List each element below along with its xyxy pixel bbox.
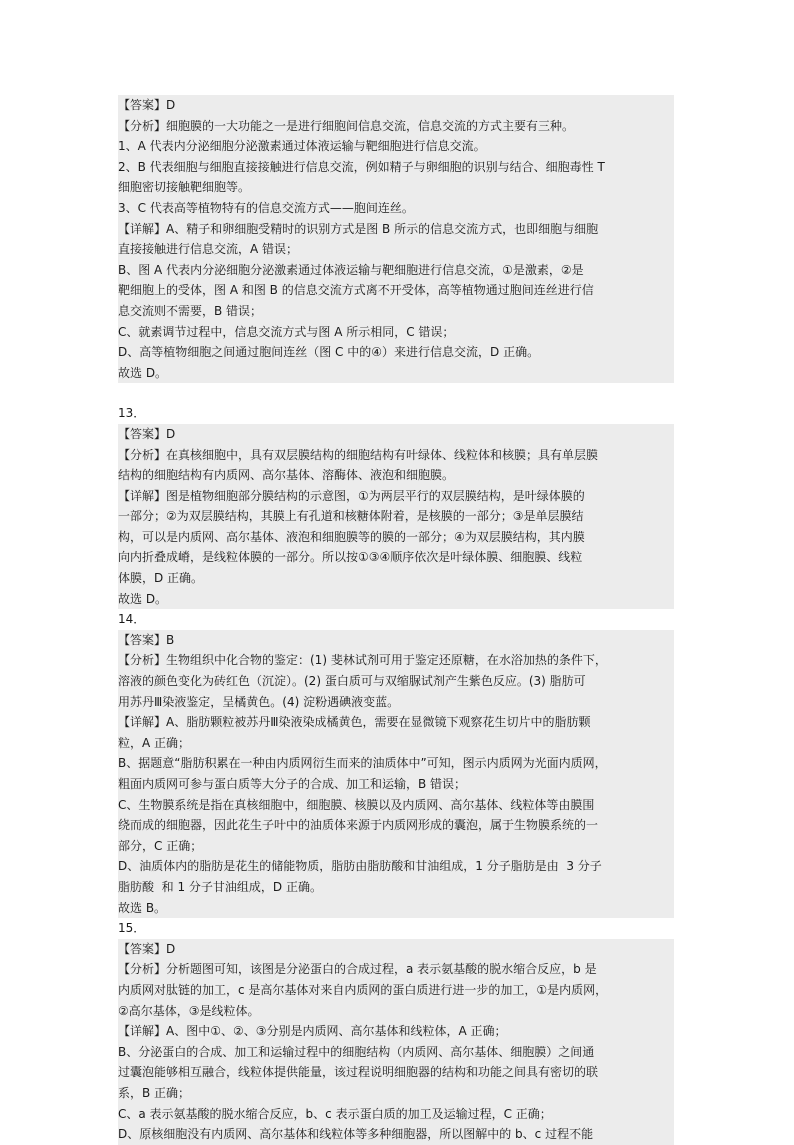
text-line: 向内折叠成嵴，是线粒体膜的一部分。所以按①③④顺序依次是叶绿体膜、细胞膜、线粒 — [118, 550, 583, 565]
text-line: 【分析】细胞膜的一大功能之一是进行细胞间信息交流，信息交流的方式主要有三种。 — [118, 118, 575, 133]
text-line: 3、C 代表高等植物特有的信息交流方式——胞间连丝。 — [118, 200, 414, 215]
text-line: B、图 A 代表内分泌细胞分泌激素通过体液运输与靶细胞进行信息交流，①是激素，②是 — [118, 262, 584, 277]
text-line: 【分析】分析题图可知，该图是分泌蛋白的合成过程，a 表示氨基酸的脱水缩合反应，b 是 — [118, 962, 597, 977]
answer-block — [118, 939, 674, 1145]
answer-block — [118, 424, 674, 609]
text-line: 直接接触进行信息交流，A 错误； — [118, 242, 299, 257]
answer-block — [118, 95, 674, 383]
text-line: 粒，A 正确； — [118, 735, 191, 750]
text-line: 故选 B。 — [118, 900, 167, 915]
text-line: D、高等植物细胞之间通过胞间连丝（图 C 中的④）来进行信息交流，D 正确。 — [118, 345, 540, 360]
text-line: 一部分；②为双层膜结构，其膜上有孔道和核糖体附着，是核膜的一部分；③是单层膜结 — [118, 509, 584, 524]
text-line: C、就素调节过程中，信息交流方式与图 A 所示相同，C 错误； — [118, 324, 455, 339]
text-line: 系，B 正确； — [118, 1085, 191, 1100]
text-line: 故选 D。 — [118, 365, 168, 380]
text-line: 【答案】B — [118, 632, 175, 647]
text-line: 体膜，D 正确。 — [118, 571, 204, 586]
text-line: 1、A 代表内分泌细胞分泌激素通过体液运输与靶细胞进行信息交流。 — [118, 139, 486, 154]
text-line: 粗面内质网可参与蛋白质等大分子的合成、加工和运输，B 错误； — [118, 777, 467, 791]
text-line: 【分析】生物组织中化合物的鉴定：(1) 斐林试剂可用于鉴定还原糖，在水浴加热的条件下， — [118, 653, 607, 668]
text-line: C、a 表示氨基酸的脱水缩合反应，b、c 表示蛋白质的加工及运输过程，C 正确； — [118, 1106, 552, 1121]
text-line: 【答案】D — [118, 426, 176, 441]
text-line: C、生物膜系统是指在真核细胞中，细胞膜、核膜以及内质网、高尔基体、线粒体等由膜围 — [118, 797, 595, 812]
text-line: 部分，C 正确； — [118, 838, 203, 853]
text-line: 绕而成的细胞器，因此花生子叶中的油质体来源于内质网形成的囊泡，属于生物膜系统的一 — [118, 818, 599, 833]
answer-explanations — [118, 95, 674, 1145]
text-line: 【详解】A、精子和卵细胞受精时的识别方式是图 B 所示的信息交流方式，也即细胞与细胞 — [118, 221, 599, 236]
text-line: 【答案】D — [118, 98, 176, 112]
question-number: 15． — [118, 918, 674, 939]
text-line: 【分析】在真核细胞中，具有双层膜结构的细胞结构有叶绿体、线粒体和核膜；具有单层膜 — [118, 447, 599, 462]
text-line: B、据题意“脂肪积累在一种由内质网衍生而来的油质体中”可知，图示内质网为光面内质网， — [118, 756, 607, 771]
text-line: ②高尔基体，③是线粒体。 — [118, 1003, 260, 1018]
text-line: 【详解】A、脂肪颗粒被苏丹Ⅲ染液染成橘黄色，需要在显微镜下观察花生切片中的脂肪颗 — [118, 715, 591, 730]
text-line: 结构的细胞结构有内质网、高尔基体、溶酶体、液泡和细胞膜。 — [118, 468, 455, 483]
text-line: 【答案】D — [118, 941, 176, 956]
text-line: 脂肪酸 和 1 分子甘油组成，D 正确。 — [118, 879, 322, 894]
text-line: 用苏丹Ⅲ染液鉴定，呈橘黄色。(4) 淀粉遇碘液变蓝。 — [118, 694, 400, 709]
text-line: 【详解】图是植物细胞部分膜结构的示意图，①为两层平行的双层膜结构，是叶绿体膜的 — [118, 488, 585, 503]
text-line: B、分泌蛋白的合成、加工和运输过程中的细胞结构（内质网、高尔基体、细胞膜）之间通 — [118, 1044, 595, 1059]
text-line: 构，可以是内质网、高尔基体、液泡和细胞膜等的膜的一部分；④为双层膜结构，其内膜 — [118, 529, 585, 544]
text-line: 溶液的颜色变化为砖红色（沉淀）。(2) 蛋白质可与双缩脲试剂产生紫色反应。(3) 脂肪可 — [118, 674, 586, 689]
text-line: 靶细胞上的受体，图 A 和图 B 的信息交流方式离不开受体，高等植物通过胞间连丝进行信 — [118, 283, 594, 298]
text-line: D、油质体内的脂肪是花生的储能物质，脂肪由脂肪酸和甘油组成，1 分子脂肪是由 3 分子 — [118, 859, 602, 874]
section-gap — [118, 383, 674, 403]
answer-block — [118, 630, 674, 918]
text-line: 内质网对肽链的加工，c 是高尔基体对来自内质网的蛋白质进行进一步的加工，①是内质网， — [118, 982, 608, 997]
text-line: 【详解】A、图中①、②、③分别是内质网、高尔基体和线粒体，A 正确； — [118, 1024, 507, 1039]
text-line: 过囊泡能够相互融合，线粒体提供能量，该过程说明细胞器的结构和功能之间具有密切的联 — [118, 1065, 599, 1080]
text-line: 细胞密切接触靶细胞等。 — [118, 180, 251, 195]
text-line: 2、B 代表细胞与细胞直接接触进行信息交流，例如精子与卵细胞的识别与结合、细胞毒性 T — [118, 159, 605, 174]
text-line: D、原核细胞没有内质网、高尔基体和线粒体等多种细胞器，所以图解中的 b、c 过程不能 — [118, 1127, 594, 1142]
text-line: 故选 D。 — [118, 591, 168, 606]
question-number: 14． — [118, 609, 674, 630]
question-number: 13． — [118, 403, 674, 424]
text-line: 息交流则不需要，B 错误； — [118, 303, 263, 318]
